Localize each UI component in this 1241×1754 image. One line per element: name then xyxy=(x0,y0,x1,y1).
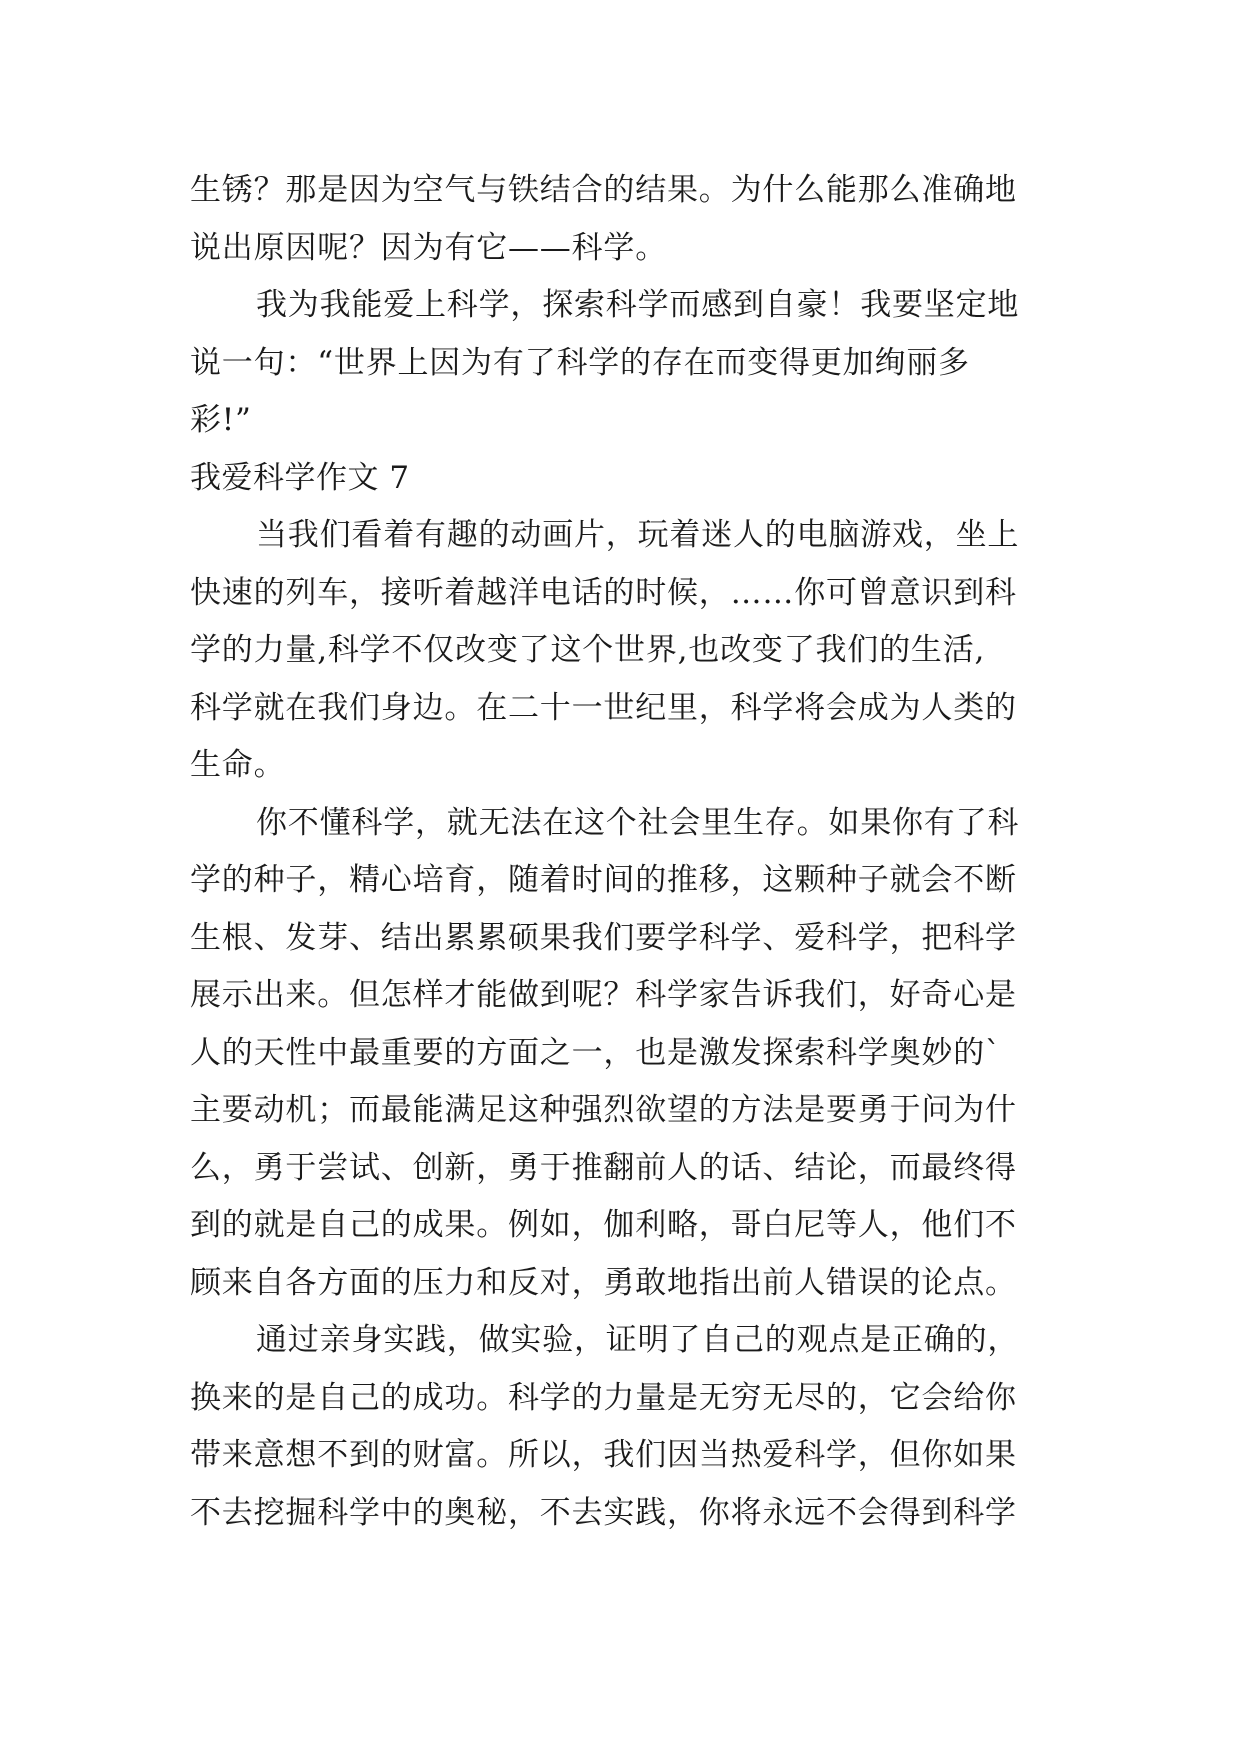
text-line: 不去挖掘科学中的奥秘，不去实践，你将永远不会得到科学 xyxy=(190,1494,1017,1531)
text-line: 顾来自各方面的压力和反对，勇敢地指出前人错误的论点。 xyxy=(190,1264,1017,1301)
paragraph-start-line: 你不懂科学，就无法在这个社会里生存。如果你有了科 xyxy=(256,804,1020,841)
text-line: 人的天性中最重要的方面之一，也是激发探索科学奥妙的` xyxy=(190,1034,1002,1071)
text-line: 说一句：“世界上因为有了科学的存在而变得更加绚丽多 xyxy=(190,344,970,381)
text-line: 彩!” xyxy=(190,402,252,438)
text-line: 快速的列车，接听着越洋电话的时候，……你可曾意识到科 xyxy=(190,574,1017,611)
text-line: 说出原因呢？因为有它——科学。 xyxy=(190,229,667,266)
text-line: 学的种子，精心培育，随着时间的推移，这颗种子就会不断 xyxy=(190,862,1017,898)
text-line: 么，勇于尝试、创新，勇于推翻前人的话、结论，而最终得 xyxy=(190,1149,1017,1186)
text-line: 科学就在我们身边。在二十一世纪里，科学将会成为人类的 xyxy=(190,689,1017,726)
article-body xyxy=(190,162,1050,1542)
paragraph-start-line: 我为我能爱上科学，探索科学而感到自豪！我要坚定地 xyxy=(256,287,1020,323)
text-line: 学的力量,科学不仅改变了这个世界,也改变了我们的生活, xyxy=(190,632,986,668)
text-line: 到的就是自己的成果。例如，伽利略，哥白尼等人，他们不 xyxy=(190,1207,1017,1243)
paragraph-start-line: 通过亲身实践，做实验，证明了自己的观点是正确的， xyxy=(256,1322,1020,1358)
text-line: 生命。 xyxy=(190,747,286,783)
text-line: 生锈？那是因为空气与铁结合的结果。为什么能那么准确地 xyxy=(190,172,1017,208)
text-line: 展示出来。但怎样才能做到呢？科学家告诉我们，好奇心是 xyxy=(190,977,1017,1013)
text-line: 带来意想不到的财富。所以，我们因当热爱科学，但你如果 xyxy=(190,1437,1017,1473)
text-line: 主要动机；而最能满足这种强烈欲望的方法是要勇于问为什 xyxy=(190,1092,1017,1128)
paragraph-start-line: 当我们看着有趣的动画片，玩着迷人的电脑游戏，坐上 xyxy=(256,517,1020,553)
text-line: 生根、发芽、结出累累硕果我们要学科学、爱科学，把科学 xyxy=(190,919,1017,956)
section-heading: 我爱科学作文 7 xyxy=(190,459,410,496)
text-line: 换来的是自己的成功。科学的力量是无穷无尽的，它会给你 xyxy=(190,1379,1017,1416)
